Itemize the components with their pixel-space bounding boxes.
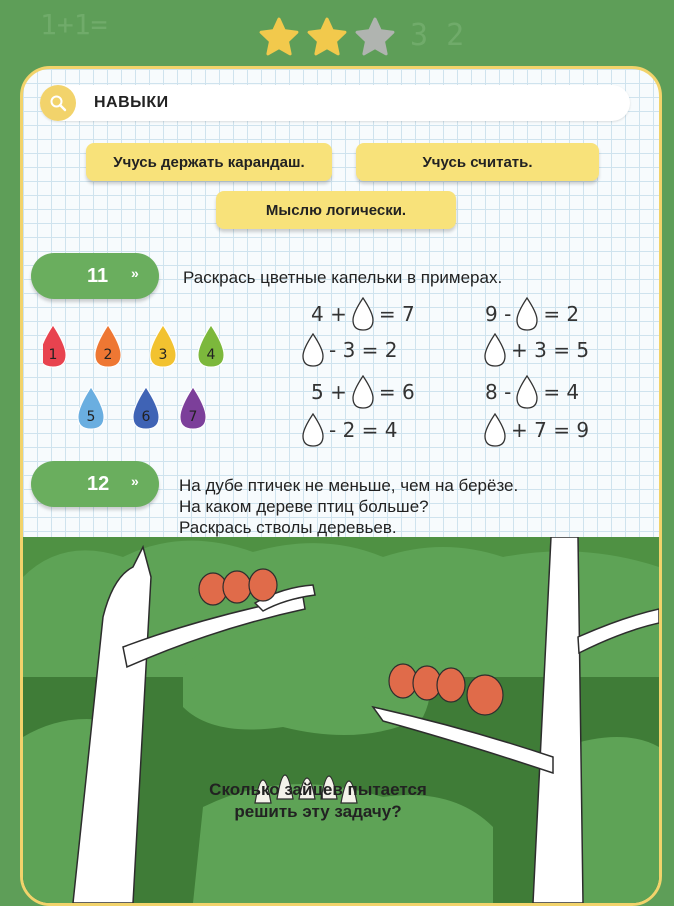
task-number: 12 xyxy=(87,473,110,495)
equation-right: - 2 = 4 xyxy=(329,418,398,442)
color-drop xyxy=(198,325,224,367)
skill-tag: Учусь держать карандаш. xyxy=(86,143,332,181)
skill-tag: Мыслю логически. xyxy=(216,191,456,229)
search-icon xyxy=(40,85,76,121)
chevron-down-icon: » xyxy=(131,265,139,281)
question-line: Сколько зайцев пытается xyxy=(209,780,427,799)
color-drop xyxy=(133,387,159,429)
color-drop xyxy=(78,387,104,429)
star-filled-icon xyxy=(306,16,348,58)
drop-label: 2 xyxy=(103,347,113,363)
rating-stars xyxy=(258,16,396,58)
equation xyxy=(311,375,415,409)
star-filled-icon xyxy=(258,16,300,58)
equation-right: - 3 = 2 xyxy=(329,338,398,362)
color-drop xyxy=(150,325,176,367)
task-number: 11 xyxy=(87,265,109,287)
task-line: На каком дереве птиц больше? xyxy=(179,497,429,516)
equation-left: 9 - xyxy=(485,302,512,326)
equation-right: = 4 xyxy=(543,380,580,404)
drop-label: 4 xyxy=(206,347,216,363)
blank-drop-icon[interactable] xyxy=(351,297,375,331)
equation xyxy=(301,333,398,367)
equation xyxy=(485,375,579,409)
blank-drop-icon[interactable] xyxy=(483,333,507,367)
star-empty-icon xyxy=(354,16,396,58)
task-line: На дубе птичек не меньше, чем на берёзе. xyxy=(179,476,519,495)
skills-bar xyxy=(40,85,630,121)
equation xyxy=(483,333,589,367)
drop-label: 7 xyxy=(188,409,198,425)
blank-drop-icon[interactable] xyxy=(301,413,325,447)
question-line: решить эту задачу? xyxy=(234,802,402,821)
chalk-decoration: 1+1= xyxy=(40,8,108,41)
forest-illustration xyxy=(23,537,659,903)
color-drop xyxy=(43,325,66,367)
task-number-badge xyxy=(31,461,159,507)
skills-title: НАВЫКИ xyxy=(94,94,169,111)
chevron-down-icon: » xyxy=(131,473,139,489)
equation-left: 5 + xyxy=(311,380,347,404)
equation-right: = 6 xyxy=(378,380,415,404)
equation-left: 4 + xyxy=(311,302,347,326)
bottom-question xyxy=(153,779,483,823)
blank-drop-icon[interactable] xyxy=(301,333,325,367)
equation xyxy=(311,297,415,331)
equation xyxy=(483,413,589,447)
task-number-badge xyxy=(31,253,159,299)
color-drops xyxy=(43,319,243,439)
drop-label: 3 xyxy=(158,347,168,363)
equation xyxy=(485,297,579,331)
blank-drop-icon[interactable] xyxy=(515,375,539,409)
color-drop xyxy=(95,325,121,367)
equation-right: + 3 = 5 xyxy=(511,338,590,362)
task-instruction: Раскрась цветные капельки в примерах. xyxy=(183,268,503,287)
equation-right: = 7 xyxy=(378,302,415,326)
color-drop xyxy=(180,387,206,429)
equation-left: 8 - xyxy=(485,380,512,404)
blank-drop-icon[interactable] xyxy=(515,297,539,331)
drop-label: 6 xyxy=(141,409,151,425)
drop-label: 1 xyxy=(48,347,58,363)
equation xyxy=(301,413,398,447)
blank-drop-icon[interactable] xyxy=(483,413,507,447)
worksheet-card xyxy=(20,66,662,906)
equation-right: + 7 = 9 xyxy=(511,418,590,442)
task-line: Раскрась стволы деревьев. xyxy=(179,518,397,537)
blank-drop-icon[interactable] xyxy=(351,375,375,409)
task-instruction xyxy=(179,475,518,538)
drop-label: 5 xyxy=(86,409,96,425)
equation-right: = 2 xyxy=(543,302,580,326)
chalk-decoration: 3 2 xyxy=(410,18,465,53)
skill-tag: Учусь считать. xyxy=(356,143,599,181)
